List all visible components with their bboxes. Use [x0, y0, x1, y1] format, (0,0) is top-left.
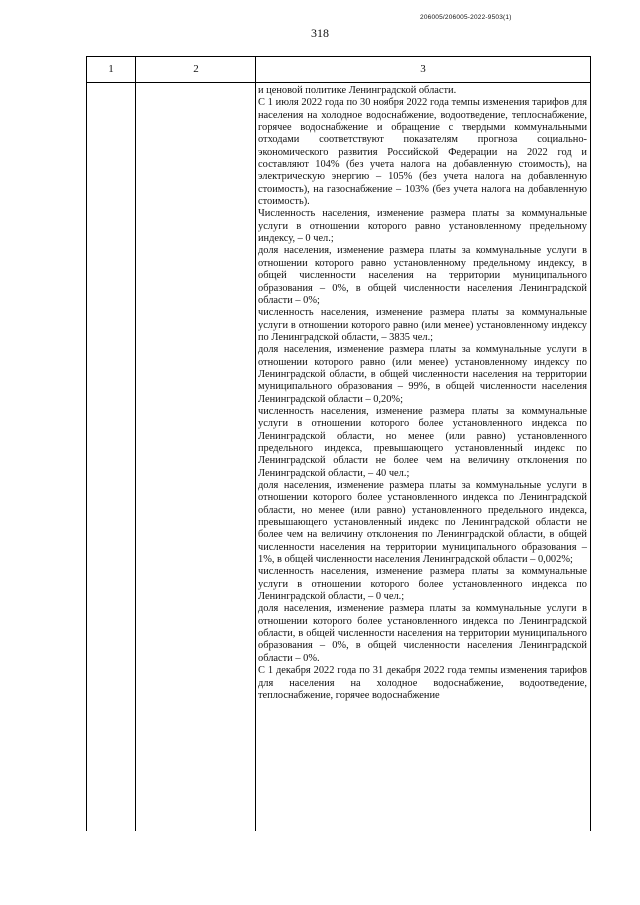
paragraph: доля населения, изменение размера платы за коммунальные услуги в отношении которого равно (или менее) установленному индексу по Ленинградской области, в общей численности населения на территории муниципального образования – 99%, в общей численности населения Ленинградской области – 0,20%; [258, 344, 587, 405]
paragraph: численность населения, изменение размера платы за коммунальные услуги в отношении которого равно (или менее) установленному индексу по Ленинградской области, – 3835 чел.; [258, 307, 587, 343]
paragraph: доля населения, изменение размера платы за коммунальные услуги в отношении которого равно установленному предельному индексу, в общей численности населения на территории муниципального образования – 0%, в общей численности населения Ленинградской области – 0%; [258, 245, 587, 306]
table-header-row [86, 56, 591, 83]
body-divider-2 [255, 82, 256, 831]
paragraph: доля населения, изменение размера платы за коммунальные услуги в отношении которого более установленного индекса по Ленинградской области, в общей численности населения на территории муниципального образования – 0%, в общей численности населения Ленинградской области – 0%. [258, 603, 587, 664]
column-header-1: 1 [108, 63, 114, 75]
paragraph: Численность населения, изменение размера платы за коммунальные услуги в отношении которого равно установленному предельному индексу, – 0 чел.; [258, 208, 587, 245]
document-code: 206005/206005-2022-9503(1) [420, 14, 512, 21]
paragraph: доля населения, изменение размера платы за коммунальные услуги в отношении которого более установленного индекса по Ленинградской области, но менее (или равно) установленного предельного индекса, превышающего установленный индекс по Ленинградской области не более чем на величину отклонения по Ленинградской области, в общей численности населения на территории муниципального образования – 1%, в общей численности населения Ленинградской области – 0,002%; [258, 480, 587, 566]
column-header-3: 3 [420, 63, 426, 75]
paragraph: С 1 декабря 2022 года по 31 декабря 2022 года темпы изменения тарифов для населения на холодное водоснабжение, водоотведение, теплоснабжение, горячее водоснабжение [258, 665, 587, 701]
table-body-row [86, 82, 591, 831]
column-header-2: 2 [193, 63, 199, 75]
paragraph: численность населения, изменение размера платы за коммунальные услуги в отношении которого более установленного индекса по Ленинградской области, – 0 чел.; [258, 566, 587, 603]
column-3-text [258, 85, 587, 702]
paragraph: С 1 июля 2022 года по 30 ноября 2022 года темпы изменения тарифов для населения на холодное водоснабжение, водоотведение, теплоснабжение, горячее водоснабжение и обращение с твердыми коммунальными отходами соответствуют показателям прогноза социально-экономического развития Российской Федерации на 2022 год и составляют 104% (без учета налога на добавленную стоимость), на электрическую энергию – 105% (без учета налога на добавленную стоимость), на газоснабжение – 103% (без учета налога на добавленную стоимость). [258, 97, 587, 208]
document-table [86, 56, 591, 831]
page-number: 318 [311, 26, 329, 40]
paragraph: и ценовой политике Ленинградской области. [258, 85, 457, 96]
body-divider-1 [135, 82, 136, 831]
paragraph: численность населения, изменение размера платы за коммунальные услуги в отношении которого более установленного индекса по Ленинградской области, но менее (или равно) установленного предельного индекса, превышающего установленный индекс по Ленинградской области не более чем на величину отклонения по Ленинградской области, – 40 чел.; [258, 405, 587, 479]
